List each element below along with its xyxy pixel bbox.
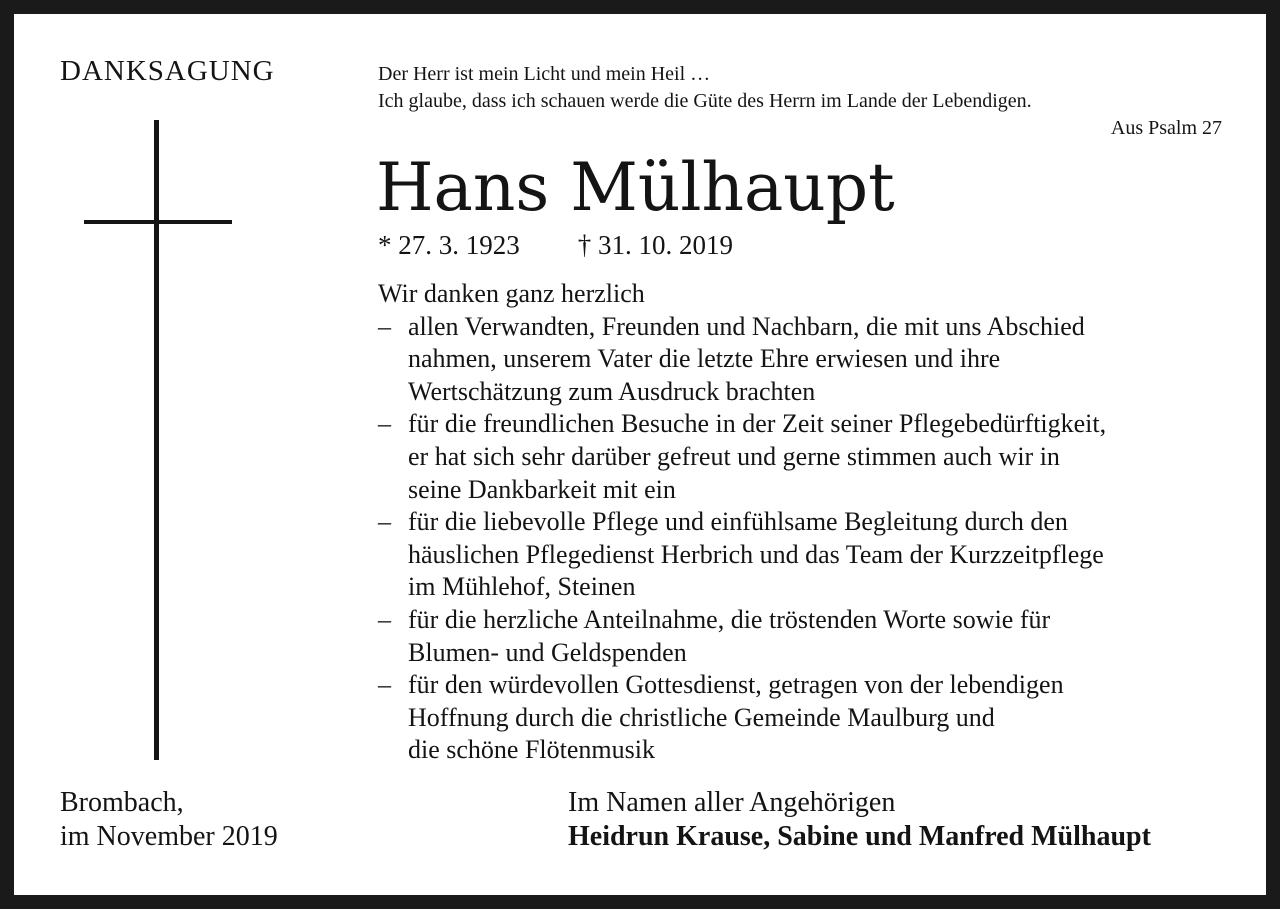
list-item [378,408,1238,506]
death-date: † 31. 10. 2019 [577,230,733,260]
psalm-quote [378,61,1222,142]
list-item-line: allen Verwandten, Freunden und Nachbarn, die mit uns Abschied [408,311,1085,341]
dash-bullet: – [378,507,391,537]
dash-bullet: – [378,311,391,341]
bereaved-names: Heidrun Krause, Sabine und Manfred Mülhaupt [568,821,1151,852]
thanks-intro: Wir danken ganz herzlich [378,279,645,308]
list-item-line: im Mühlehof, Steinen [408,572,636,602]
psalm-line: Ich glaube, dass ich schauen werde die Güte des Herrn im Lande der Lebendigen. [378,90,1032,112]
psalm-line: Der Herr ist mein Licht und mein Heil … [378,63,711,85]
list-item-line: Blumen- und Geldspenden [408,637,687,667]
list-item [378,604,1238,669]
cross-horizontal-bar [84,220,232,224]
date: im November 2019 [60,821,278,852]
list-item-line: die schöne Flötenmusik [408,735,655,765]
dash-bullet: – [378,409,391,439]
list-item-line: seine Dankbarkeit mit ein [408,474,676,504]
list-item-line: häuslichen Pflegedienst Herbrich und das Team der Kurzzeitpflege [408,539,1104,569]
notice-heading: DANKSAGUNG [60,55,275,87]
list-item-line: für die herzliche Anteilnahme, die tröstenden Worte sowie für [408,604,1051,634]
list-item-line: Wertschätzung zum Ausdruck brachten [408,376,816,406]
dash-bullet: – [378,670,391,700]
birth-date: * 27. 3. 1923 [378,230,520,260]
on-behalf-line: Im Namen aller Angehörigen [568,787,896,818]
cross-vertical-bar [154,120,159,760]
deceased-name: Hans Mülhaupt [376,149,895,226]
signature-block [568,786,1151,854]
list-item-line: für die liebevolle Pflege und einfühlsame Begleitung durch den [408,507,1068,537]
psalm-source: Aus Psalm 27 [1110,117,1222,139]
list-item [378,506,1238,604]
life-dates [378,230,733,260]
list-item-line: nahmen, unserem Vater die letzte Ehre erwiesen und ihre [408,344,1001,374]
obituary-notice [14,14,1266,895]
thanks-section [378,278,1238,767]
list-item-line: er hat sich sehr darüber gefreut und gerne stimmen auch wir in [408,441,1060,471]
list-item [378,669,1238,767]
list-item-line: für den würdevollen Gottesdienst, getragen von der lebendigen [408,670,1064,700]
place: Brombach, [60,787,184,818]
list-item-line: für die freundlichen Besuche in der Zeit seiner Pflegebedürftigkeit, [408,409,1107,439]
thanks-list [378,311,1238,767]
list-item [378,311,1238,409]
dash-bullet: – [378,604,391,634]
list-item-line: Hoffnung durch die christliche Gemeinde Maulburg und [408,702,995,732]
place-and-date [60,786,278,854]
